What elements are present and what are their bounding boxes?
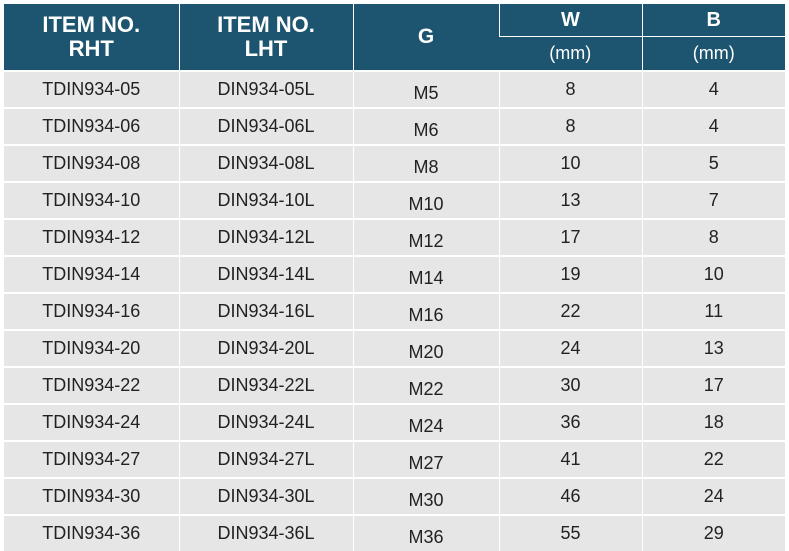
cell-item-rht-value: TDIN934-22 <box>42 375 141 395</box>
cell-g-value: M24 <box>408 416 444 436</box>
cell-b-value: 13 <box>703 338 724 358</box>
cell-item-lht <box>179 515 353 551</box>
table-row <box>4 182 785 219</box>
cell-w <box>499 330 642 367</box>
cell-w-value: 36 <box>560 412 581 432</box>
cell-item-rht <box>4 330 179 367</box>
table-row <box>4 219 785 256</box>
cell-item-lht-value: DIN934-10L <box>217 190 315 210</box>
cell-w <box>499 219 642 256</box>
cell-item-rht <box>4 108 179 145</box>
cell-b-value: 7 <box>708 190 719 210</box>
table-body <box>4 71 785 551</box>
cell-g-value: M27 <box>408 453 444 473</box>
header-b: B <box>642 4 785 37</box>
cell-w <box>499 108 642 145</box>
header-b-unit: (mm) <box>642 37 785 72</box>
cell-w-value: 13 <box>560 190 581 210</box>
cell-item-lht <box>179 256 353 293</box>
cell-w <box>499 256 642 293</box>
cell-b-value: 17 <box>703 375 724 395</box>
table-row <box>4 404 785 441</box>
cell-item-lht-value: DIN934-05L <box>217 79 315 99</box>
cell-b-value: 18 <box>703 412 724 432</box>
header-item-rht <box>4 4 179 71</box>
cell-g-value: M20 <box>408 342 444 362</box>
cell-b-value: 11 <box>704 301 724 321</box>
cell-w-value: 24 <box>560 338 581 358</box>
cell-item-lht <box>179 182 353 219</box>
cell-item-lht-value: DIN934-30L <box>217 486 315 506</box>
cell-w-value: 19 <box>560 264 581 284</box>
cell-item-rht-value: TDIN934-27 <box>42 449 141 469</box>
cell-item-rht-value: TDIN934-16 <box>42 301 141 321</box>
cell-g <box>353 367 499 404</box>
cell-b <box>642 256 785 293</box>
table-row <box>4 367 785 404</box>
cell-w-value: 10 <box>560 153 581 173</box>
table-row <box>4 71 785 108</box>
cell-w <box>499 182 642 219</box>
cell-w-value: 55 <box>560 523 581 543</box>
cell-item-rht <box>4 182 179 219</box>
cell-w-value: 8 <box>565 79 576 99</box>
cell-b <box>642 515 785 551</box>
cell-item-lht <box>179 330 353 367</box>
table-header <box>4 4 785 71</box>
cell-item-lht-value: DIN934-27L <box>217 449 315 469</box>
cell-w <box>499 293 642 330</box>
cell-item-lht <box>179 219 353 256</box>
cell-b <box>642 145 785 182</box>
cell-item-lht <box>179 441 353 478</box>
header-item-lht-line2: LHT <box>244 36 288 61</box>
cell-item-lht-value: DIN934-08L <box>217 153 315 173</box>
cell-item-rht <box>4 478 179 515</box>
cell-b-value: 5 <box>708 153 719 173</box>
header-g: G <box>353 4 499 71</box>
table-row <box>4 108 785 145</box>
cell-w <box>499 145 642 182</box>
cell-b-value: 22 <box>703 449 724 469</box>
cell-item-rht <box>4 441 179 478</box>
cell-item-rht-value: TDIN934-06 <box>42 116 141 136</box>
cell-w <box>499 404 642 441</box>
cell-b <box>642 293 785 330</box>
header-item-lht-line1: ITEM NO. <box>217 12 315 37</box>
cell-g-value: M6 <box>413 120 439 140</box>
cell-w <box>499 367 642 404</box>
cell-g <box>353 256 499 293</box>
cell-item-rht-value: TDIN934-20 <box>42 338 141 358</box>
cell-b-value: 4 <box>708 79 719 99</box>
cell-item-lht <box>179 145 353 182</box>
cell-item-rht-value: TDIN934-05 <box>42 79 141 99</box>
cell-w-value: 22 <box>560 301 581 321</box>
table-row <box>4 330 785 367</box>
cell-item-rht-value: TDIN934-30 <box>42 486 141 506</box>
header-item-rht-line2: RHT <box>68 36 114 61</box>
cell-item-lht-value: DIN934-20L <box>217 338 315 358</box>
cell-g-value: M22 <box>408 379 444 399</box>
header-w-unit: (mm) <box>499 37 642 72</box>
cell-w <box>499 478 642 515</box>
cell-g <box>353 108 499 145</box>
cell-g <box>353 219 499 256</box>
cell-g-value: M10 <box>408 194 444 214</box>
cell-g-value: M12 <box>408 231 444 251</box>
cell-w-value: 46 <box>560 486 581 506</box>
table-row <box>4 145 785 182</box>
cell-w-value: 41 <box>560 449 581 469</box>
cell-item-rht-value: TDIN934-10 <box>42 190 141 210</box>
cell-b <box>642 219 785 256</box>
cell-item-lht <box>179 108 353 145</box>
cell-b <box>642 404 785 441</box>
cell-b <box>642 478 785 515</box>
cell-item-rht-value: TDIN934-12 <box>42 227 141 247</box>
cell-item-lht-value: DIN934-36L <box>217 523 315 543</box>
cell-item-rht-value: TDIN934-08 <box>42 153 141 173</box>
spec-table <box>4 4 785 551</box>
cell-g <box>353 404 499 441</box>
cell-g <box>353 515 499 551</box>
cell-w-value: 30 <box>560 375 581 395</box>
cell-b-value: 4 <box>708 116 719 136</box>
cell-g-value: M14 <box>408 268 444 288</box>
header-item-rht-line1: ITEM NO. <box>42 12 141 37</box>
cell-item-lht <box>179 478 353 515</box>
cell-item-lht-value: DIN934-12L <box>217 227 315 247</box>
cell-w-value: 8 <box>565 116 576 136</box>
cell-item-lht-value: DIN934-14L <box>217 264 315 284</box>
cell-w <box>499 441 642 478</box>
cell-g <box>353 293 499 330</box>
cell-item-lht <box>179 293 353 330</box>
cell-w <box>499 71 642 108</box>
table-row <box>4 256 785 293</box>
cell-b <box>642 71 785 108</box>
cell-item-lht <box>179 404 353 441</box>
cell-w-value: 17 <box>560 227 581 247</box>
cell-g <box>353 330 499 367</box>
cell-b <box>642 441 785 478</box>
cell-g-value: M8 <box>413 157 439 177</box>
cell-b-value: 10 <box>703 264 724 284</box>
table-row <box>4 293 785 330</box>
cell-item-lht-value: DIN934-16L <box>217 301 315 321</box>
cell-item-lht-value: DIN934-24L <box>217 412 315 432</box>
cell-g <box>353 71 499 108</box>
cell-b <box>642 367 785 404</box>
cell-g-value: M36 <box>408 527 444 547</box>
cell-item-rht <box>4 145 179 182</box>
cell-item-rht <box>4 293 179 330</box>
cell-item-rht-value: TDIN934-24 <box>42 412 141 432</box>
cell-item-rht <box>4 515 179 551</box>
cell-item-rht <box>4 404 179 441</box>
cell-g <box>353 441 499 478</box>
cell-item-rht <box>4 367 179 404</box>
cell-b <box>642 108 785 145</box>
cell-g <box>353 145 499 182</box>
cell-g <box>353 182 499 219</box>
cell-b <box>642 182 785 219</box>
cell-item-lht <box>179 71 353 108</box>
cell-item-lht-value: DIN934-22L <box>217 375 315 395</box>
cell-b-value: 29 <box>703 523 724 543</box>
cell-b-value: 8 <box>708 227 719 247</box>
cell-item-rht <box>4 256 179 293</box>
cell-w <box>499 515 642 551</box>
cell-g-value: M30 <box>408 490 444 510</box>
cell-b <box>642 330 785 367</box>
header-w: W <box>499 4 642 37</box>
cell-b-value: 24 <box>703 486 724 506</box>
cell-g-value: M5 <box>413 83 439 103</box>
header-item-lht <box>179 4 353 71</box>
table-row <box>4 515 785 551</box>
cell-item-lht-value: DIN934-06L <box>217 116 315 136</box>
cell-item-lht <box>179 367 353 404</box>
cell-item-rht-value: TDIN934-14 <box>42 264 141 284</box>
table-row <box>4 478 785 515</box>
cell-item-rht <box>4 71 179 108</box>
cell-item-rht-value: TDIN934-36 <box>42 523 141 543</box>
cell-item-rht <box>4 219 179 256</box>
table-row <box>4 441 785 478</box>
cell-g <box>353 478 499 515</box>
cell-g-value: M16 <box>408 305 444 325</box>
